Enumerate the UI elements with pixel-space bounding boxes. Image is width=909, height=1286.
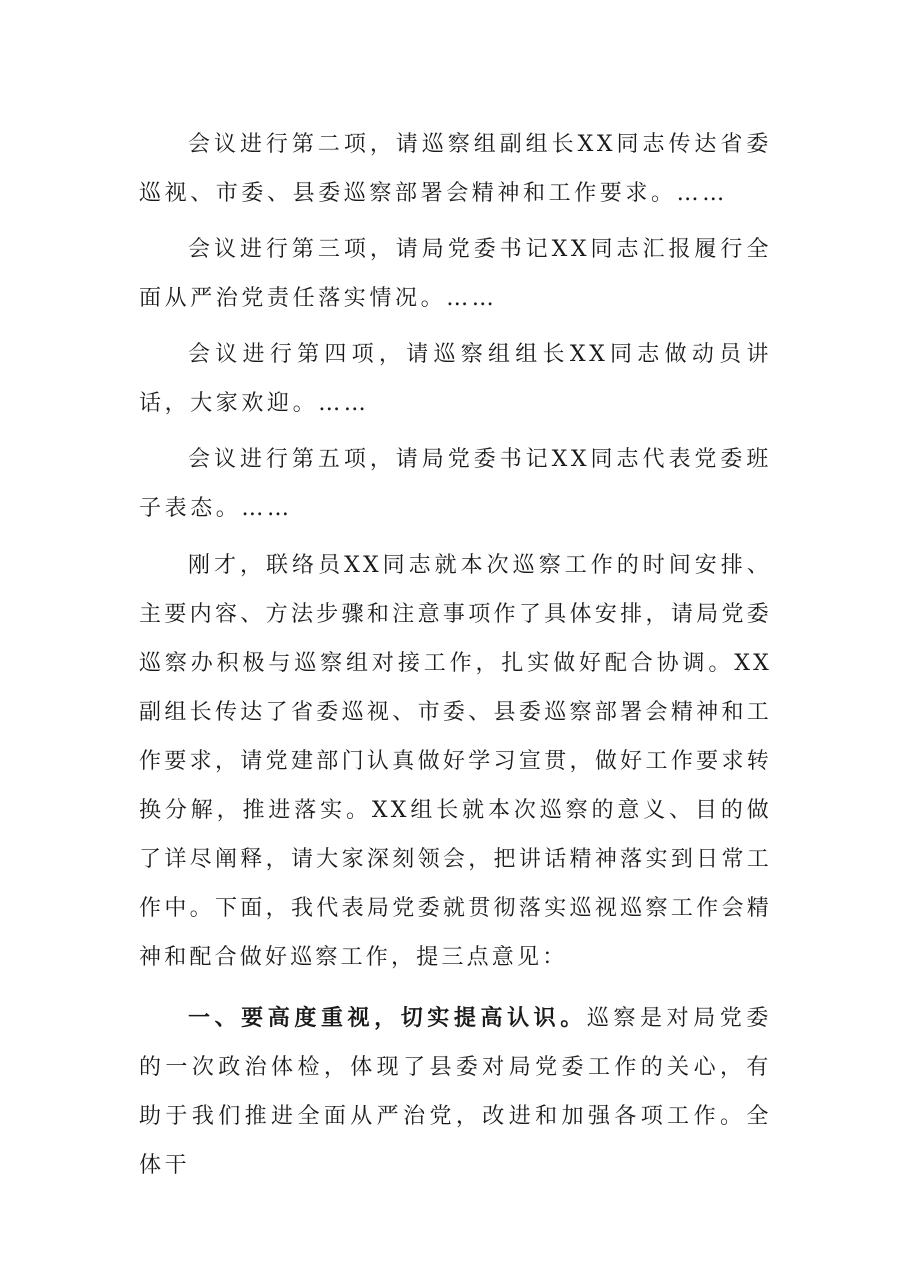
paragraph-item-4: 会议进行第四项，请巡察组组长XX同志做动员讲话，大家欢迎。…… — [139, 342, 772, 416]
paragraph-item-5: 会议进行第五项，请局党委书记XX同志代表党委班子表态。…… — [139, 447, 772, 521]
paragraph-item-2: 会议进行第二项，请巡察组副组长XX同志传达省委巡视、市委、县委巡察部署会精神和工作要求。…… — [139, 132, 772, 206]
point-one-heading: 一、要高度重视，切实提高认识。 — [188, 1005, 587, 1031]
document-body — [139, 120, 772, 1197]
paragraph-item-3: 会议进行第三项，请局党委书记XX同志汇报履行全面从严治党责任落实情况。…… — [139, 237, 772, 311]
paragraph-point-one — [139, 994, 772, 1190]
point-one-body: 巡察是对局党委的一次政治体检，体现了县委对局党委工作的关心，有助于我们推进全面从严治党，改进和加强各项工作。全体干 — [139, 1006, 772, 1178]
paragraph-summary: 刚才，联络员XX同志就本次巡察工作的时间安排、主要内容、方法步骤和注意事项作了具体安排，请局党委巡察办积极与巡察组对接工作，扎实做好配合协调。XX副组长传达了省委巡视、市委、县委巡察部署会精神和工作要求，请党建部门认真做好学习宣贯，做好工作要求转换分解，推进落实。XX组长就本次巡察的意义、目的做了详尽阐释，请大家深刻领会，把讲话精神落实到日常工作中。下面，我代表局党委就贯彻落实巡视巡察工作会精神和配合做好巡察工作，提三点意见： — [139, 553, 772, 970]
